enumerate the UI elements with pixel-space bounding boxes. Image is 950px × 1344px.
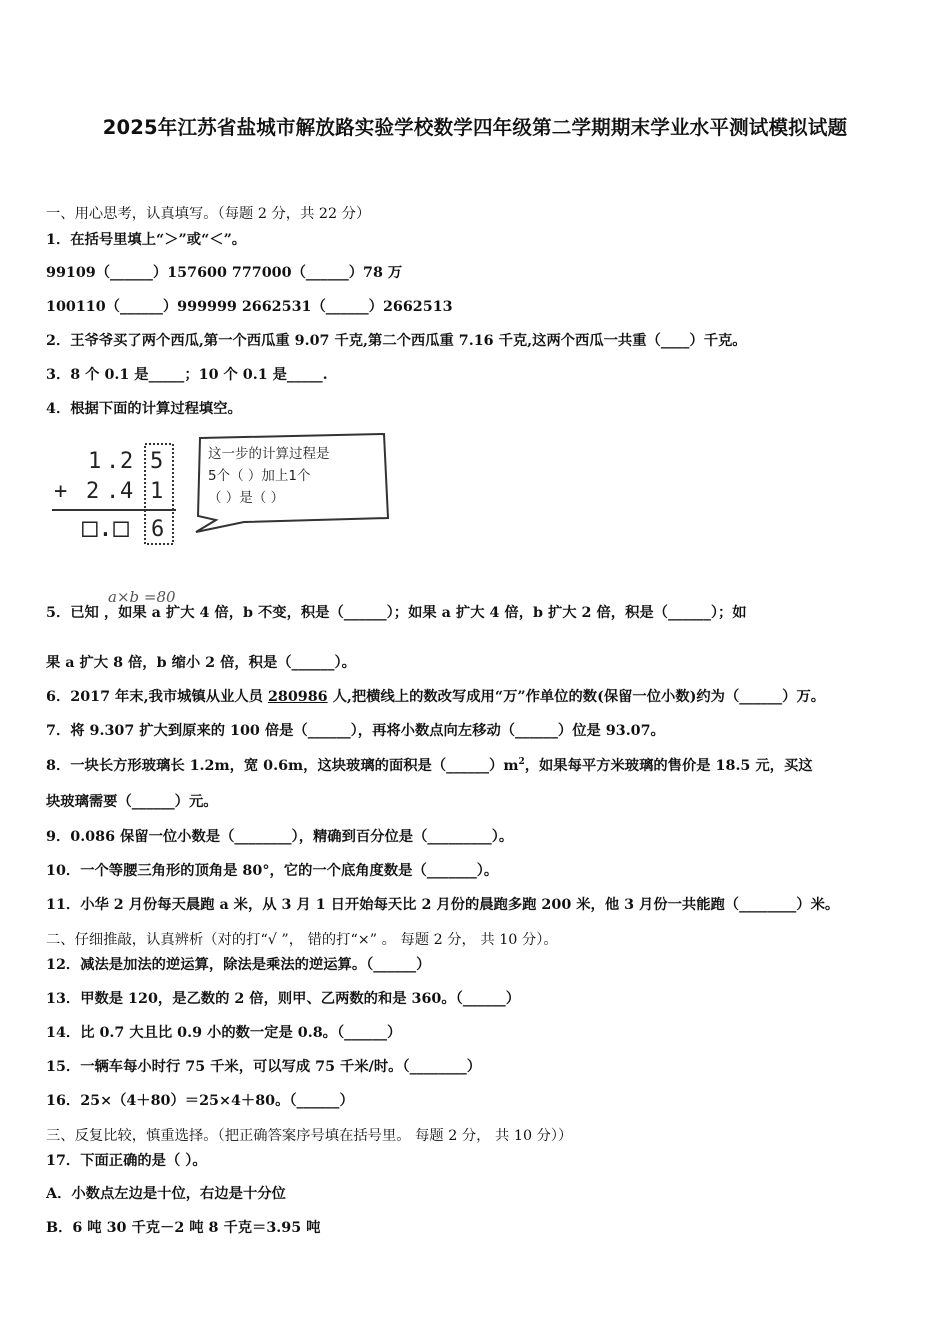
figure-digit: . [106, 479, 120, 504]
bubble-line: 5个（ ）加上1个 [208, 468, 311, 484]
question-15: 15．一辆车每小时行 75 千米，可以写成 75 千米/时。（________） [46, 1059, 482, 1075]
question-17: 17．下面正确的是（ ）。 [46, 1153, 207, 1169]
question-9: 9．0.086 保留一位小数是（________），精确到百分位是（_________）。 [46, 829, 514, 845]
question-1: 1．在括号里填上“＞”或“＜”。 [46, 232, 247, 248]
figure-digit: 5 [150, 449, 164, 474]
bubble-line: （ ）是（ ） [208, 490, 285, 506]
section-3-heading: 三、反复比较，慎重选择。（把正确答案序号填在括号里。 每题 2 分， 共 10 分）） [46, 1128, 573, 1144]
figure-digit: 2 [120, 449, 134, 474]
question-10: 10．一个等腰三角形的顶角是 80°，它的一个底角度数是（_______）。 [46, 863, 499, 879]
option-a: A．小数点左边是十位，右边是十分位 [46, 1186, 286, 1202]
question-16: 16．25×（4＋80）＝25×4＋80。（______） [46, 1093, 354, 1109]
section-2-heading: 二、仔细推敲，认真辨析（对的打“√ ”， 错的打“×” 。 每题 2 分， 共 10 分）。 [46, 932, 558, 948]
option-b: B．6 吨 30 千克－2 吨 8 千克＝3.95 吨 [46, 1220, 321, 1236]
figure-digit: 4 [120, 479, 134, 504]
figure-result-boxes: □.□ [82, 513, 129, 543]
figure-digit: 1 [150, 479, 164, 504]
question-7: 7．将 9.307 扩大到原来的 100 倍是（______），再将小数点向左移动（______）位是 93.07。 [46, 723, 665, 739]
figure-digit: 1 [88, 449, 102, 474]
figure-digit: 6 [151, 517, 165, 542]
bubble-line: 这一步的计算过程是 [208, 446, 330, 462]
figure-digit: + [54, 479, 68, 504]
question-11: 11．小华 2 月份每天晨跑 a 米，从 3 月 1 日开始每天比 2 月份的晨跑多跑 200 米，他 3 月份一共能跑（________）米。 [46, 897, 840, 913]
question-3: 3．8 个 0.1 是_____；10 个 0.1 是_____. [46, 367, 328, 383]
question-6: 6．2017 年末,我市城镇从业人员 280986 人,把横线上的数改写成用“万”作单位的数(保留一位小数)约为（______）万。 [46, 689, 826, 705]
question-13: 13．甲数是 120，是乙数的 2 倍，则甲、乙两数的和是 360。（______） [46, 991, 521, 1007]
section-1-heading: 一、用心思考，认真填写。（每题 2 分，共 22 分） [46, 206, 371, 222]
question-2: 2．王爷爷买了两个西瓜,第一个西瓜重 9.07 千克,第二个西瓜重 7.16 千克,这两个西瓜一共重（____）千克。 [46, 333, 747, 349]
calculation-figure [48, 430, 398, 550]
question-1-row-2: 100110（______）999999 2662531（______）2662513 [46, 299, 453, 315]
question-5: 5．已知 ，如果 a 扩大 4 倍，b 不变，积是（______）；如果 a 扩大 4 倍，b 扩大 2 倍，积是（______）；如 [46, 605, 747, 621]
question-5-cont: 果 a 扩大 8 倍，b 缩小 2 倍，积是（______）。 [46, 655, 356, 671]
page-title: 2025年江苏省盐城市解放路实验学校数学四年级第二学期期末学业水平测试模拟试题 [102, 116, 848, 139]
formula-axb: a×b =80 [108, 588, 176, 606]
question-8: 8．一块长方形玻璃长 1.2m，宽 0.6m，这块玻璃的面积是$(\_\_\_\_\_\_)m^2$，如果每平方米玻璃的售价是 18.5 元，买这 [46, 757, 813, 774]
question-8-cont: 块玻璃需要（______）元。 [46, 794, 218, 810]
question-12: 12．减法是加法的逆运算，除法是乘法的逆运算。（______） [46, 957, 431, 973]
figure-digit: . [106, 449, 120, 474]
underlined-number: 280986 [267, 689, 328, 705]
question-14: 14．比 0.7 大且比 0.9 小的数一定是 0.8。（______） [46, 1025, 402, 1041]
question-1-row-1: 99109（______）157600 777000（______）78 万 [46, 265, 403, 281]
question-4: 4．根据下面的计算过程填空。 [46, 401, 242, 417]
figure-digit: 2 [86, 479, 100, 504]
